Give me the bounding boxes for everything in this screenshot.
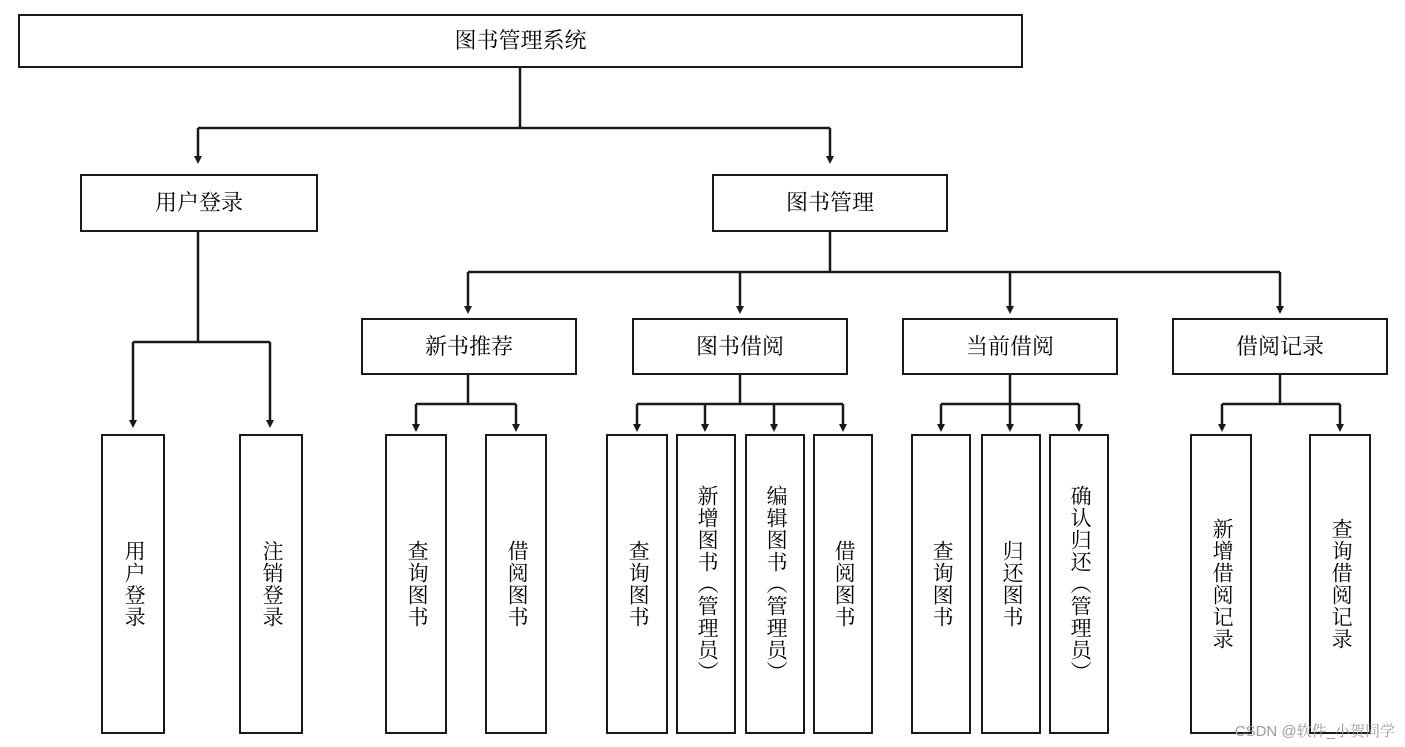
node-record-child-add-record[interactable] bbox=[1190, 434, 1252, 734]
node-borrow-child-query-book-label: 查询图书 bbox=[626, 540, 650, 628]
node-book-management-label: 图书管理 bbox=[785, 190, 874, 216]
node-record-child-query-record-label: 查询借阅记录 bbox=[1329, 518, 1353, 650]
node-borrow-child-edit-book-label: 编辑图书（管理员） bbox=[764, 485, 788, 683]
node-current-child-query-book[interactable] bbox=[911, 434, 971, 734]
node-root-label: 图书管理系统 bbox=[454, 28, 587, 54]
node-borrow-record-label: 借阅记录 bbox=[1235, 333, 1324, 359]
node-current-borrow-label: 当前借阅 bbox=[965, 333, 1054, 359]
node-current-child-return-book-label: 归还图书 bbox=[1000, 540, 1024, 628]
node-book-borrow-label: 图书借阅 bbox=[695, 333, 784, 359]
node-book-management[interactable] bbox=[712, 174, 948, 232]
node-record-child-add-record-label: 新增借阅记录 bbox=[1210, 518, 1234, 650]
node-current-borrow[interactable] bbox=[902, 318, 1118, 375]
node-new-book-recommend-label: 新书推荐 bbox=[424, 333, 513, 359]
node-borrow-record[interactable] bbox=[1172, 318, 1388, 375]
node-borrow-child-add-book-label: 新增图书（管理员） bbox=[695, 485, 719, 683]
node-login-child-logout[interactable] bbox=[239, 434, 303, 734]
watermark-text: CSDN @软件_小贺同学 bbox=[1234, 723, 1395, 740]
node-user-login-label: 用户登录 bbox=[154, 190, 243, 216]
node-login-child-user-login[interactable] bbox=[101, 434, 165, 734]
node-borrow-child-add-book[interactable] bbox=[676, 434, 736, 734]
node-user-login[interactable] bbox=[80, 174, 318, 232]
node-borrow-child-query-book[interactable] bbox=[606, 434, 668, 734]
node-borrow-child-borrow-book[interactable] bbox=[813, 434, 873, 734]
node-record-child-query-record[interactable] bbox=[1309, 434, 1371, 734]
node-current-child-confirm-return-label: 确认归还（管理员） bbox=[1068, 485, 1092, 683]
node-current-child-return-book[interactable] bbox=[981, 434, 1041, 734]
node-borrow-child-edit-book[interactable] bbox=[745, 434, 805, 734]
node-recommend-child-query-book[interactable] bbox=[385, 434, 447, 734]
node-recommend-child-borrow-book[interactable] bbox=[485, 434, 547, 734]
node-current-child-confirm-return[interactable] bbox=[1049, 434, 1109, 734]
node-recommend-child-query-book-label: 查询图书 bbox=[405, 540, 429, 628]
node-login-child-logout-label: 注销登录 bbox=[260, 540, 284, 628]
node-login-child-user-login-label: 用户登录 bbox=[122, 540, 146, 628]
node-new-book-recommend[interactable] bbox=[361, 318, 577, 375]
node-borrow-child-borrow-book-label: 借阅图书 bbox=[832, 540, 856, 628]
node-current-child-query-book-label: 查询图书 bbox=[930, 540, 954, 628]
node-book-borrow[interactable] bbox=[632, 318, 848, 375]
node-recommend-child-borrow-book-label: 借阅图书 bbox=[505, 540, 529, 628]
node-root[interactable] bbox=[18, 14, 1023, 68]
